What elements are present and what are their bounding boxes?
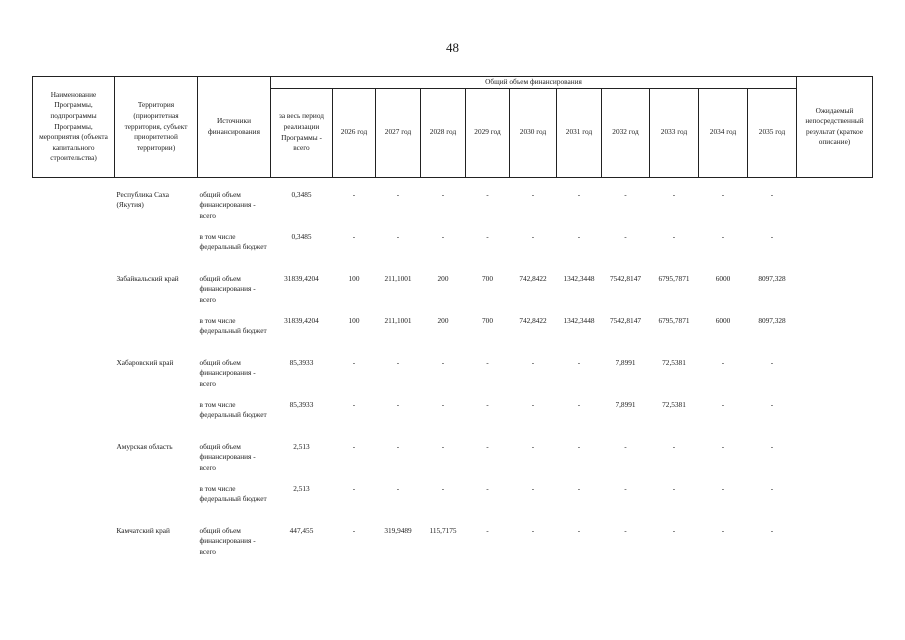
year-value-cell: - xyxy=(396,441,400,451)
year-value-cell: - xyxy=(441,441,445,451)
year-value-cell: - xyxy=(352,399,356,409)
result-cell xyxy=(797,358,873,400)
year-value-cell: - xyxy=(531,483,535,493)
year-value-cell: - xyxy=(770,231,774,241)
table-row xyxy=(33,232,873,274)
source-cell: общий объем финансирования - всего xyxy=(199,357,256,388)
year-value-cell: - xyxy=(577,357,581,367)
year-value-cell: - xyxy=(486,441,489,451)
year-value-cell: - xyxy=(721,357,725,367)
year-value-cell: 8097,328 xyxy=(758,273,786,283)
year-value-cell: - xyxy=(672,189,676,199)
header-year: 2033 год xyxy=(650,88,699,177)
year-value-cell: - xyxy=(531,357,535,367)
program-cell xyxy=(33,358,115,400)
result-cell xyxy=(797,442,873,484)
territory-cell: Камчатский край xyxy=(116,525,170,535)
total-cell: 447,455 xyxy=(289,525,314,535)
year-value-cell: - xyxy=(486,399,489,409)
header-year: 2026 год xyxy=(333,88,376,177)
year-value-cell: 7,8991 xyxy=(615,399,636,409)
year-value-cell: 7,8991 xyxy=(615,357,636,367)
source-cell: в том числе федеральный бюджет xyxy=(199,399,267,420)
year-value-cell: - xyxy=(396,483,400,493)
header-year: 2031 год xyxy=(557,88,602,177)
year-value-cell: 115,7175 xyxy=(429,525,457,535)
result-cell xyxy=(797,526,873,568)
program-cell xyxy=(33,400,115,442)
year-value-cell: - xyxy=(396,189,400,199)
total-cell: 2,513 xyxy=(293,483,310,493)
year-value-cell: - xyxy=(624,441,627,451)
program-cell xyxy=(33,442,115,484)
year-value-cell: - xyxy=(672,231,676,241)
territory-cell: Хабаровский край xyxy=(116,357,174,367)
year-value-cell: 7542,8147 xyxy=(609,273,641,283)
result-cell xyxy=(797,274,873,316)
table-header xyxy=(33,77,873,178)
result-cell xyxy=(797,484,873,526)
total-cell: 85,3933 xyxy=(289,399,314,409)
program-cell xyxy=(33,232,115,274)
result-cell xyxy=(797,400,873,442)
year-value-cell: - xyxy=(770,357,774,367)
source-cell: в том числе федеральный бюджет xyxy=(199,315,267,336)
table-row xyxy=(33,526,873,568)
year-value-cell: - xyxy=(441,399,445,409)
header-year: 2035 год xyxy=(748,88,797,177)
header-year: 2030 год xyxy=(510,88,557,177)
source-cell: в том числе федеральный бюджет xyxy=(199,231,267,252)
year-value-cell: 319,9489 xyxy=(384,525,412,535)
year-value-cell: 700 xyxy=(482,273,493,283)
year-value-cell: - xyxy=(441,357,445,367)
year-value-cell: 200 xyxy=(437,315,449,325)
table-body xyxy=(33,177,873,568)
source-cell: общий объем финансирования - всего xyxy=(199,441,256,472)
year-value-cell: - xyxy=(770,189,774,199)
year-value-cell: 211,1001 xyxy=(384,273,412,283)
year-value-cell: 100 xyxy=(348,315,360,325)
year-value-cell: 742,8422 xyxy=(519,315,547,325)
year-value-cell: - xyxy=(770,441,774,451)
year-value-cell: - xyxy=(770,525,774,535)
header-year: 2032 год xyxy=(602,88,650,177)
year-value-cell: - xyxy=(624,525,627,535)
program-cell xyxy=(33,526,115,568)
header-total: за весь период реализации Программы - всего xyxy=(271,88,333,177)
year-value-cell: - xyxy=(486,189,489,199)
total-cell: 31839,4204 xyxy=(284,273,319,283)
header-year: 2028 год xyxy=(421,88,466,177)
year-value-cell: - xyxy=(396,399,400,409)
year-value-cell: 100 xyxy=(348,273,360,283)
table-row xyxy=(33,190,873,232)
year-value-cell: - xyxy=(441,189,445,199)
program-cell xyxy=(33,316,115,358)
territory-cell: Республика Саха (Якутия) xyxy=(116,189,170,210)
year-value-cell: - xyxy=(486,357,489,367)
year-value-cell: - xyxy=(531,189,535,199)
program-cell xyxy=(33,190,115,232)
year-value-cell: 1342,3448 xyxy=(563,315,595,325)
header-funding-group: Общий объем финансирования xyxy=(271,77,797,89)
year-value-cell: - xyxy=(770,483,774,493)
year-value-cell: - xyxy=(531,441,535,451)
year-value-cell: 700 xyxy=(482,315,493,325)
year-value-cell: 6000 xyxy=(715,315,731,325)
year-value-cell: - xyxy=(672,525,676,535)
year-value-cell: 8097,328 xyxy=(758,315,786,325)
table-row xyxy=(33,484,873,526)
year-value-cell: - xyxy=(577,441,581,451)
program-cell xyxy=(33,484,115,526)
year-value-cell: - xyxy=(672,441,676,451)
result-cell xyxy=(797,232,873,274)
financing-table xyxy=(32,76,873,568)
year-value-cell: - xyxy=(577,189,581,199)
territory-cell: Забайкальский край xyxy=(116,273,179,283)
year-value-cell: 742,8422 xyxy=(519,273,547,283)
header-result: Ожидаемый непосредственный результат (краткое описание) xyxy=(797,77,873,178)
total-cell: 0,3485 xyxy=(291,189,312,199)
year-value-cell: 6795,7871 xyxy=(658,273,690,283)
program-cell xyxy=(33,274,115,316)
territory-cell xyxy=(115,484,198,526)
table-row xyxy=(33,358,873,400)
year-value-cell: 211,1001 xyxy=(384,315,412,325)
year-value-cell: - xyxy=(721,441,725,451)
year-value-cell: - xyxy=(352,357,356,367)
result-cell xyxy=(797,190,873,232)
year-value-cell: - xyxy=(396,357,400,367)
year-value-cell: - xyxy=(577,399,581,409)
year-value-cell: - xyxy=(577,483,581,493)
year-value-cell: - xyxy=(624,483,627,493)
year-value-cell: - xyxy=(486,231,489,241)
year-value-cell: - xyxy=(352,483,356,493)
total-cell: 2,513 xyxy=(293,441,310,451)
year-value-cell: - xyxy=(721,231,725,241)
year-value-cell: - xyxy=(624,231,627,241)
territory-cell xyxy=(115,316,198,358)
source-cell: в том числе федеральный бюджет xyxy=(199,483,267,504)
header-year: 2027 год xyxy=(376,88,421,177)
year-value-cell: 6000 xyxy=(715,273,731,283)
header-territory: Территория (приоритетная территория, субъект приоритетной территории) xyxy=(115,77,198,178)
total-cell: 0,3485 xyxy=(291,231,312,241)
source-cell: общий объем финансирования - всего xyxy=(199,525,256,556)
source-cell: общий объем финансирования - всего xyxy=(199,189,256,220)
year-value-cell: - xyxy=(721,483,725,493)
year-value-cell: - xyxy=(352,189,356,199)
year-value-cell: - xyxy=(577,231,581,241)
year-value-cell: 7542,8147 xyxy=(609,315,641,325)
year-value-cell: - xyxy=(531,525,535,535)
source-cell: общий объем финансирования - всего xyxy=(199,273,256,304)
header-program: Наименование Программы, подпрограммы Программы, мероприятия (объекта капитального строительства) xyxy=(33,77,115,178)
year-value-cell: 6795,7871 xyxy=(658,315,690,325)
year-value-cell: - xyxy=(531,231,535,241)
header-year: 2034 год xyxy=(699,88,748,177)
year-value-cell: - xyxy=(352,525,356,535)
year-value-cell: - xyxy=(624,189,627,199)
year-value-cell: - xyxy=(441,231,445,241)
territory-cell xyxy=(115,232,198,274)
year-value-cell: - xyxy=(486,483,489,493)
year-value-cell: - xyxy=(721,399,725,409)
year-value-cell: - xyxy=(770,399,774,409)
year-value-cell: - xyxy=(531,399,535,409)
year-value-cell: 200 xyxy=(437,273,449,283)
year-value-cell: - xyxy=(441,483,445,493)
total-cell: 85,3933 xyxy=(289,357,314,367)
year-value-cell: 72,5381 xyxy=(662,357,686,367)
header-year: 2029 год xyxy=(466,88,510,177)
result-cell xyxy=(797,316,873,358)
territory-cell xyxy=(115,400,198,442)
table-row xyxy=(33,400,873,442)
total-cell: 31839,4204 xyxy=(284,315,319,325)
year-value-cell: - xyxy=(672,483,676,493)
territory-cell: Амурская область xyxy=(116,441,173,451)
year-value-cell: - xyxy=(721,525,725,535)
year-value-cell: 72,5381 xyxy=(662,399,686,409)
year-value-cell: - xyxy=(577,525,581,535)
year-value-cell: - xyxy=(396,231,400,241)
table-row xyxy=(33,316,873,358)
table-row xyxy=(33,274,873,316)
year-value-cell: - xyxy=(352,441,356,451)
year-value-cell: - xyxy=(352,231,356,241)
year-value-cell: - xyxy=(486,525,489,535)
year-value-cell: - xyxy=(721,189,725,199)
header-source: Источники финансирования xyxy=(198,77,271,178)
table-row xyxy=(33,442,873,484)
page-number: 48 xyxy=(446,40,459,55)
year-value-cell: 1342,3448 xyxy=(563,273,595,283)
